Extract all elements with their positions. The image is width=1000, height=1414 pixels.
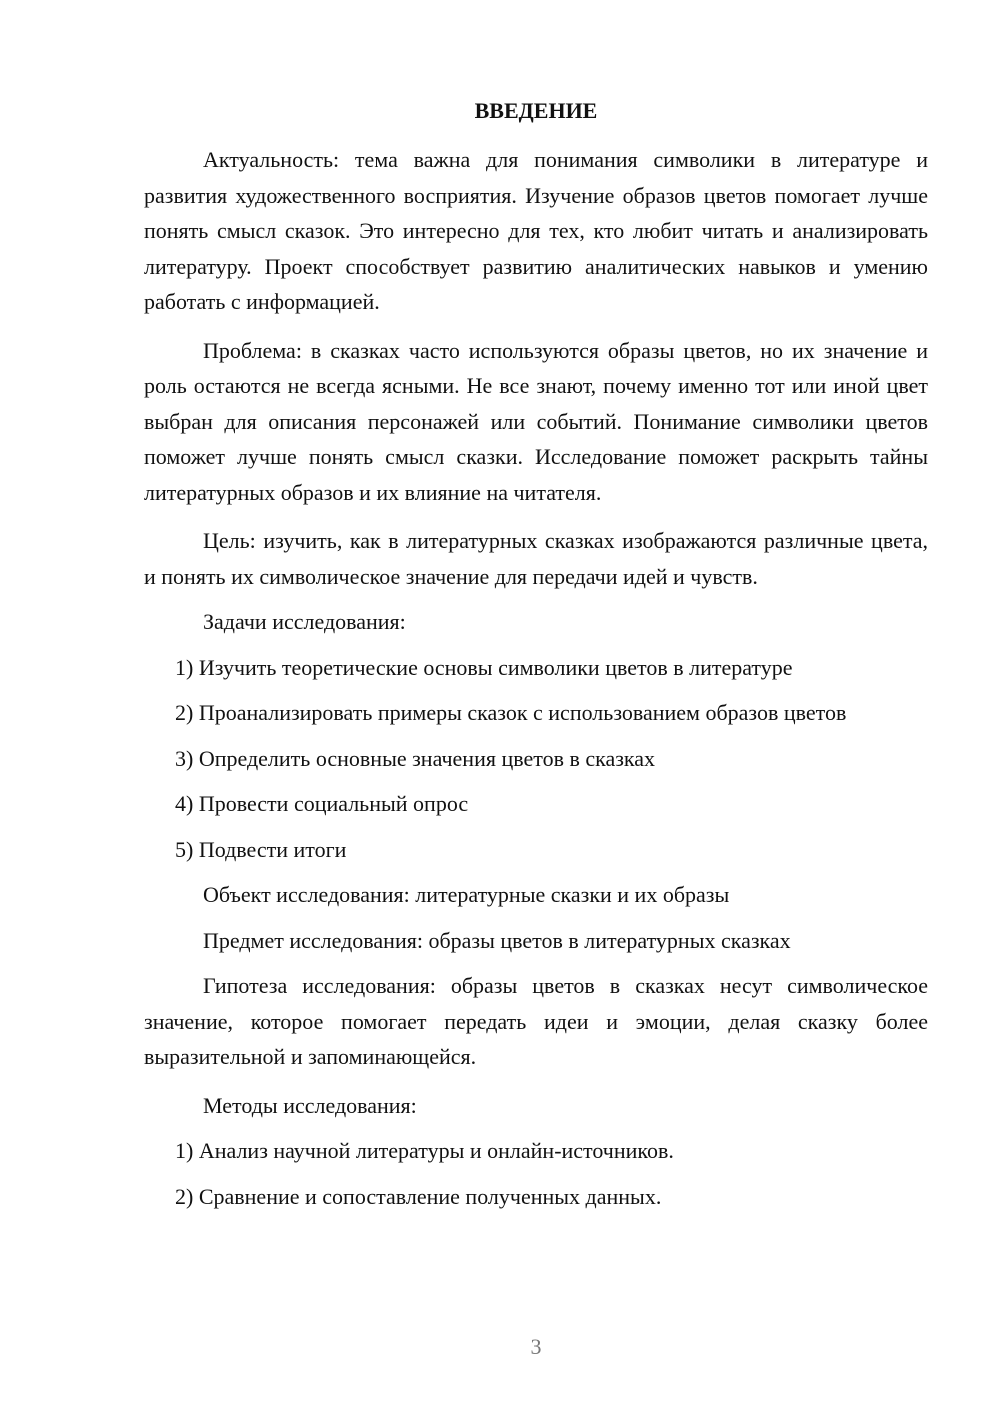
problem-paragraph: Проблема: в сказках часто используются образы цветов, но их значение и роль остаются не всегда ясными. Не все знают, почему именно тот или иной цвет выбран для описания персонажей или событий. Понимание символики цветов поможет лучше понять смысл сказки. Исследование поможет раскрыть тайны литературных образов и их влияние на читателя. bbox=[144, 337, 928, 505]
methods-heading: Методы исследования: bbox=[203, 1092, 417, 1118]
hypothesis-paragraph: Гипотеза исследования: образы цветов в сказках несут символическое значение, которое помогает передать идеи и эмоции, делая сказку более выразительной и запоминающейся. bbox=[144, 973, 928, 1069]
tasks-heading: Задачи исследования: bbox=[203, 609, 406, 634]
relevance-paragraph: Актуальность: тема важна для понимания символики в литературе и развития художественного восприятия. Изучение образов цветов помогает лучше понять смысл сказок. Это интересно для тех, кто любит читать и анализировать литературу. Проект способствует развитию аналитических навыков и умению работать с информацией. bbox=[144, 147, 928, 314]
task-item: 2) Проанализировать примеры сказок с использованием образов цветов bbox=[175, 700, 847, 725]
task-item: 4) Провести социальный опрос bbox=[175, 791, 469, 816]
goal-paragraph: Цель: изучить, как в литературных сказках изображаются различные цвета, и понять их символическое значение для передачи идей и чувств. bbox=[144, 528, 928, 589]
method-item: 2) Сравнение и сопоставление полученных данных. bbox=[175, 1183, 662, 1209]
page-content bbox=[144, 142, 928, 1214]
task-item: 3) Определить основные значения цветов в сказках bbox=[175, 745, 656, 771]
method-item: 1) Анализ научной литературы и онлайн-источников. bbox=[175, 1138, 674, 1163]
object-paragraph: Объект исследования: литературные сказки и их образы bbox=[203, 882, 730, 907]
page-title: ВВЕДЕНИЕ bbox=[474, 98, 598, 123]
task-item: 1) Изучить теоретические основы символики цветов в литературе bbox=[175, 654, 793, 680]
task-item: 5) Подвести итоги bbox=[175, 836, 347, 862]
subject-paragraph: Предмет исследования: образы цветов в литературных сказках bbox=[203, 927, 791, 953]
page-number: 3 bbox=[530, 1334, 542, 1359]
